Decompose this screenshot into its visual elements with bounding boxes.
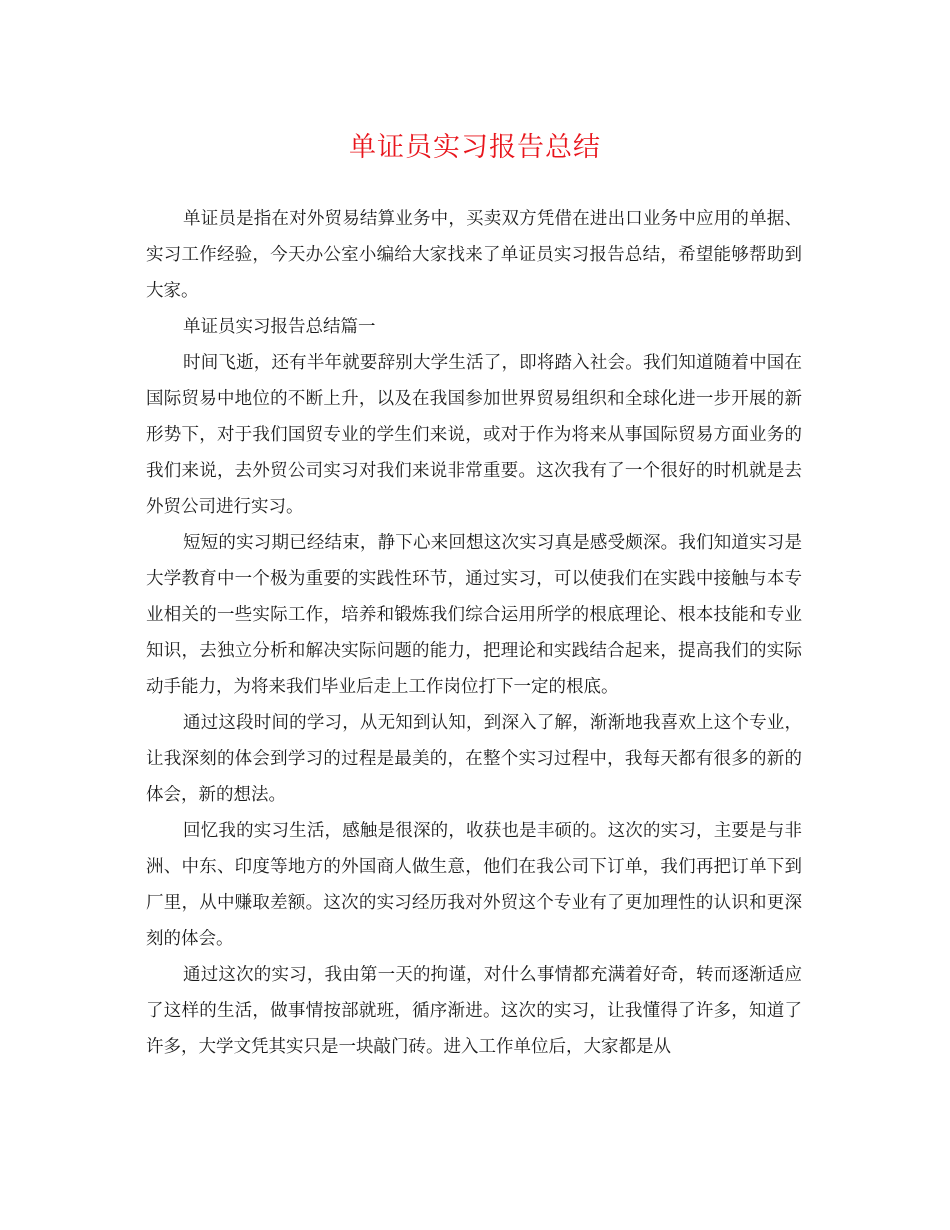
paragraph-5: 通过这次的实习，我由第一天的拘谨，对什么事情都充满着好奇，转而逐渐适应了这样的生活，做事情按部就班，循序渐进。这次的实习，让我懂得了许多，知道了许多，大学文凭其实只是一块敲门砖。进入工作单位后，大家都是从 bbox=[146, 965, 802, 1057]
paragraph-4: 回忆我的实习生活，感触是很深的，收获也是丰硕的。这次的实习，主要是与非洲、中东、印度等地方的外国商人做生意，他们在我公司下订单，我们再把订单下到厂里，从中赚取差额。这次的实习经历我对外贸这个专业有了更加理性的认识和更深刻的体会。 bbox=[146, 821, 802, 949]
document-title: 单证员实习报告总结 bbox=[349, 132, 601, 163]
paragraph-2: 短短的实习期已经结束，静下心来回想这次实习真是感受颇深。我们知道实习是大学教育中一个极为重要的实践性环节，通过实习，可以使我们在实践中接触与本专业相关的一些实际工作，培养和锻炼我们综合运用所学的根底理论、根本技能和专业知识，去独立分析和解决实际问题的能力，把理论和实践结合起来，提高我们的实际动手能力，为将来我们毕业后走上工作岗位打下一定的根底。 bbox=[146, 533, 802, 697]
document-body bbox=[146, 201, 802, 1065]
section-heading: 单证员实习报告总结篇一 bbox=[183, 317, 376, 337]
paragraph-3: 通过这段时间的学习，从无知到认知，到深入了解，渐渐地我喜欢上这个专业，让我深刻的体会到学习的过程是最美的，在整个实习过程中，我每天都有很多的新的体会，新的想法。 bbox=[146, 713, 802, 805]
paragraph-1: 时间飞逝，还有半年就要辞别大学生活了，即将踏入社会。我们知道随着中国在国际贸易中地位的不断上升，以及在我国参加世界贸易组织和全球化进一步开展的新形势下，对于我们国贸专业的学生们来说，或对于作为将来从事国际贸易方面业务的我们来说，去外贸公司实习对我们来说非常重要。这次我有了一个很好的时机就是去外贸公司进行实习。 bbox=[146, 353, 802, 517]
intro-paragraph: 单证员是指在对外贸易结算业务中，买卖双方凭借在进出口业务中应用的单据、实习工作经验，今天办公室小编给大家找来了单证员实习报告总结，希望能够帮助到大家。 bbox=[146, 209, 802, 301]
